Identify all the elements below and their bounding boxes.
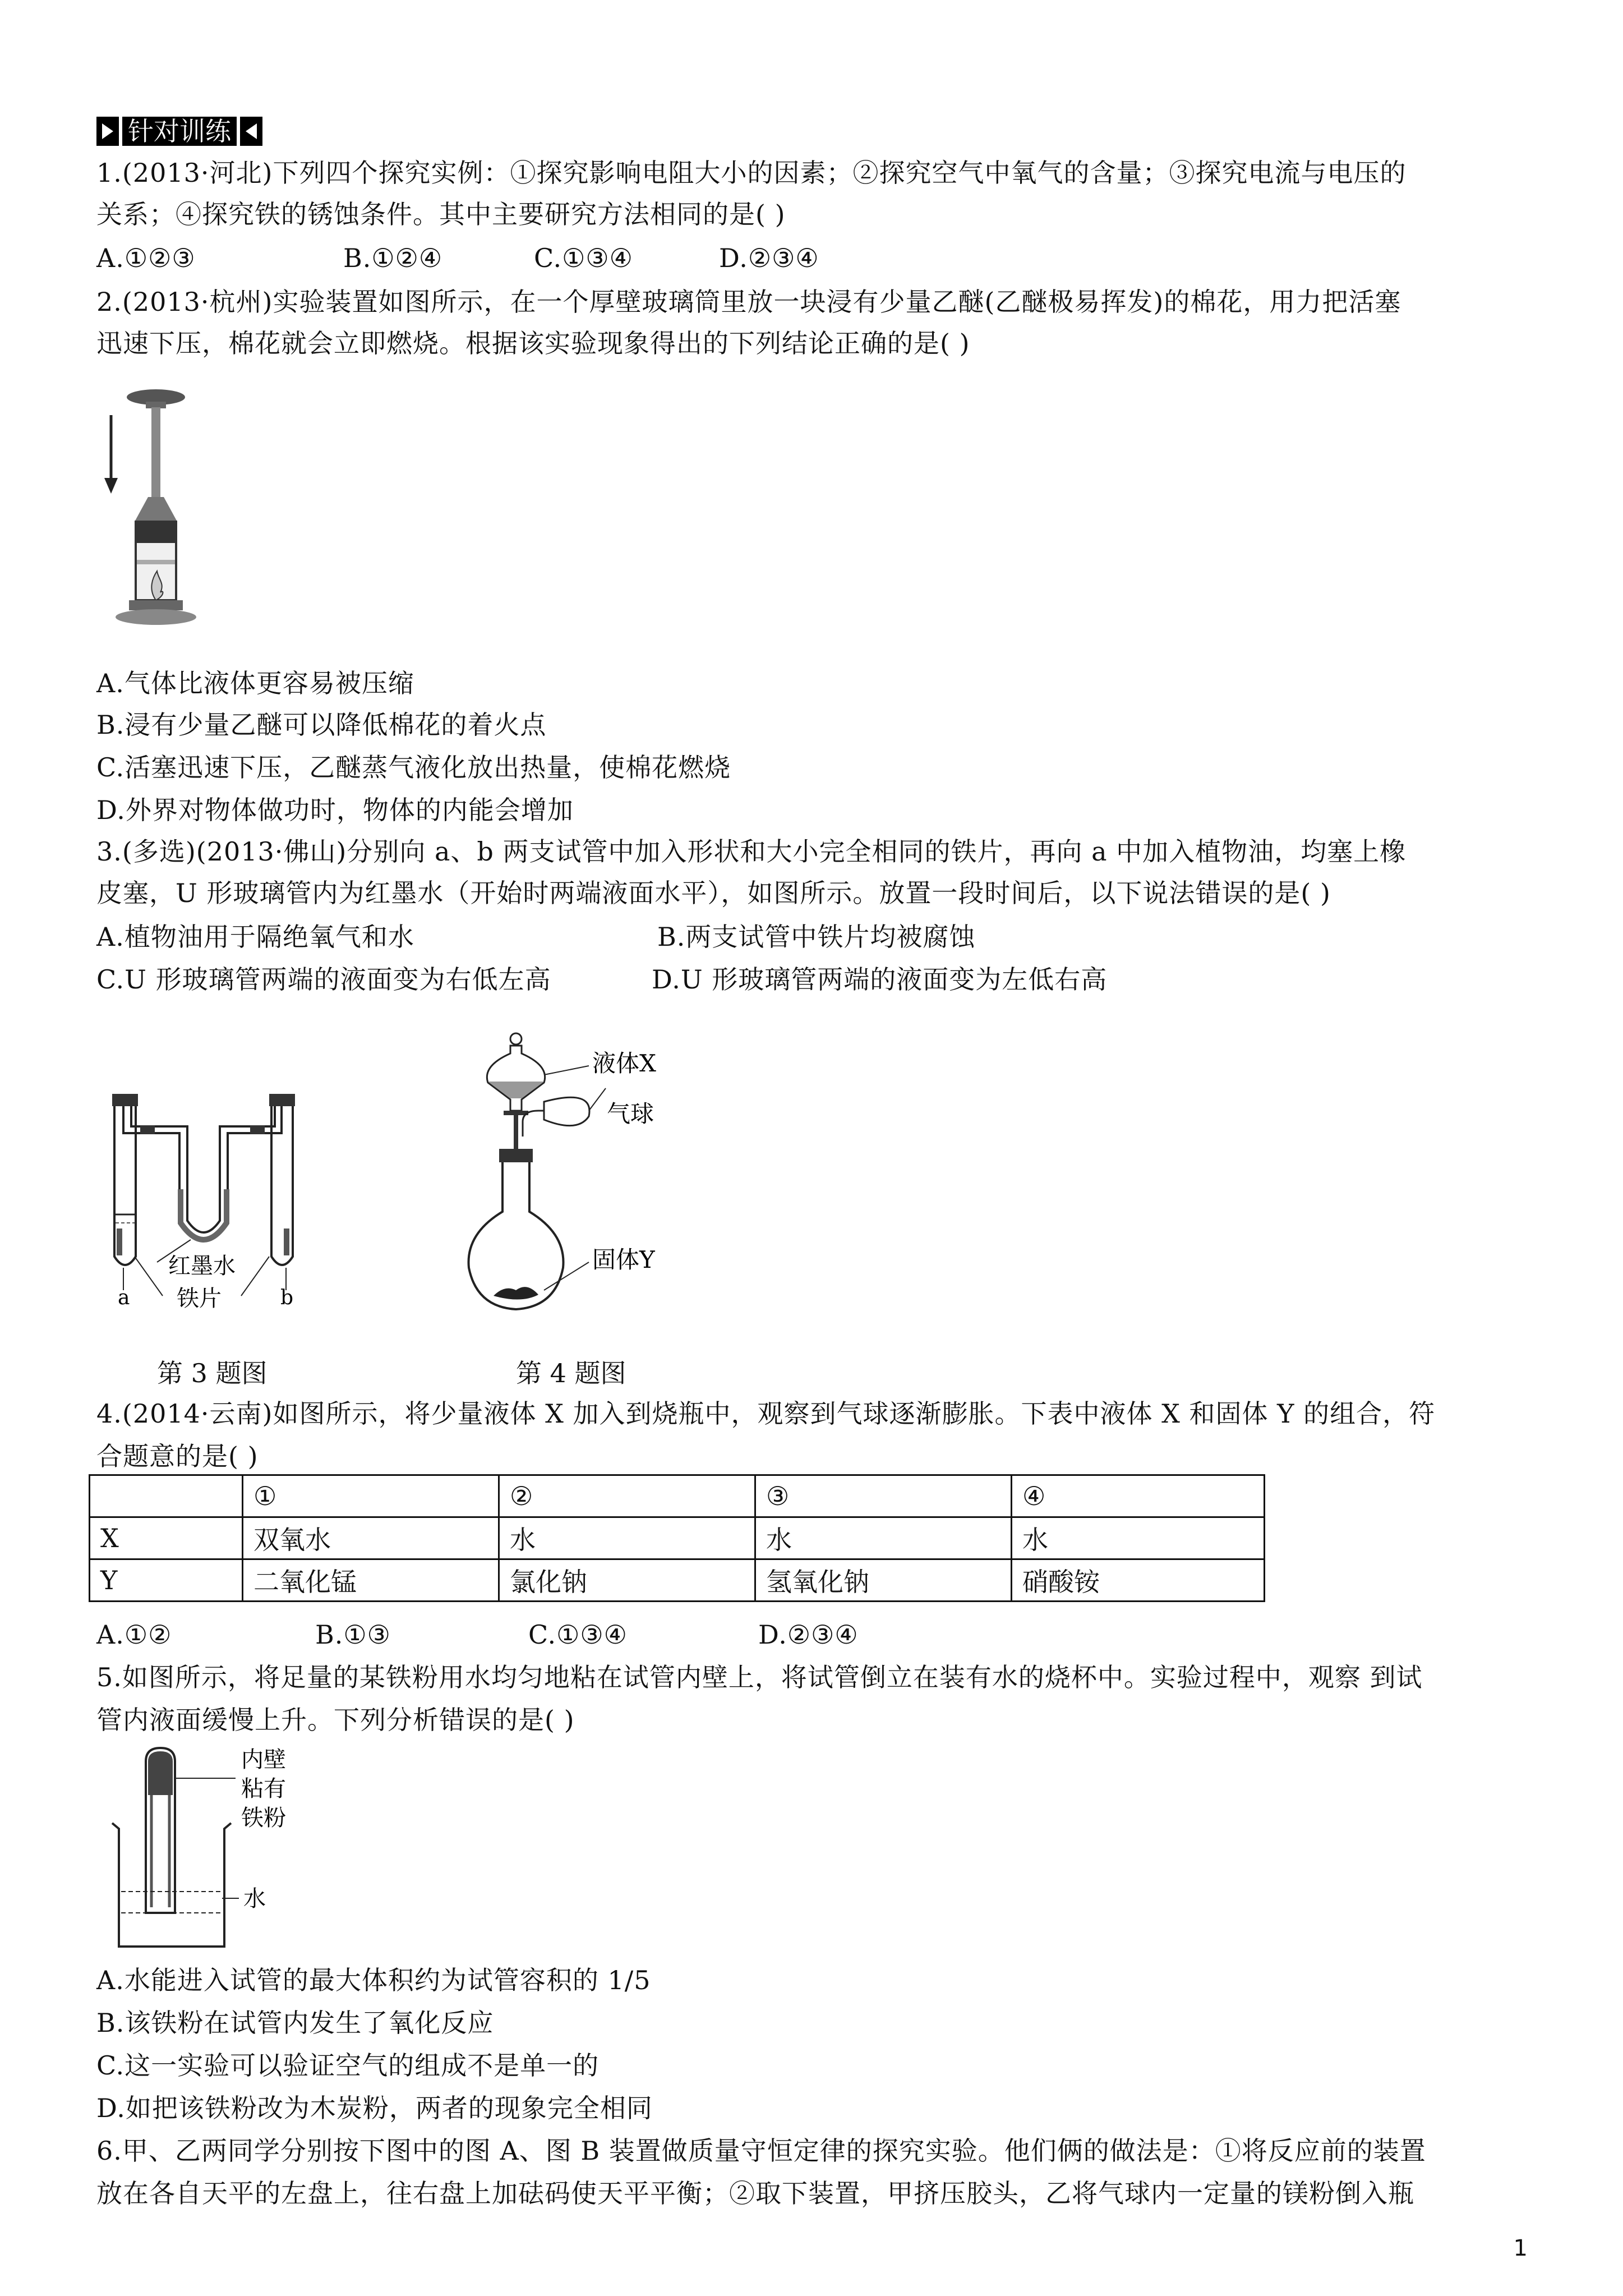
- q2-option-a: A.气体比液体更容易被压缩: [96, 668, 414, 698]
- q4-table-cell: 水: [1012, 1517, 1265, 1559]
- q1-line1: 1.(2013·河北)下列四个探究实例：①探究影响电阻大小的因素；②探究空气中氧气的含量；③探究电流与电压的: [96, 158, 1407, 188]
- q4-table-cell: Y: [90, 1559, 243, 1602]
- play-right-icon: [96, 117, 119, 146]
- q4-table-cell: 氢氧化钠: [755, 1559, 1012, 1602]
- q4-table-header-cell: ②: [499, 1475, 755, 1517]
- q3-line1: 3.(多选)(2013·佛山)分别向 a、b 两支试管中加入形状和大小完全相同的铁片，再向 a 中加入植物油，均塞上橡: [96, 836, 1407, 867]
- q4-table-cell: 水: [755, 1517, 1012, 1559]
- play-left-icon: [240, 117, 262, 146]
- q4-table-cell: X: [90, 1517, 243, 1559]
- q5-option-c: C.这一实验可以验证空气的组成不是单一的: [96, 2050, 600, 2081]
- q4-table: [89, 1474, 1265, 1602]
- q4-label-solid-y: 固体Y: [592, 1246, 655, 1273]
- q4-table-cell: 双氧水: [243, 1517, 499, 1559]
- q4-table-cell: 水: [499, 1517, 755, 1559]
- q3-u-tube-figure: [101, 1088, 348, 1329]
- q5-option-a: A.水能进入试管的最大体积约为试管容积的 1/5: [96, 1965, 651, 1995]
- q4-option-c: C.①③④: [528, 1619, 628, 1650]
- q5-option-d: D.如把该铁粉改为木炭粉，两者的现象完全相同: [96, 2093, 653, 2123]
- q3-option-d: D.U 形玻璃管两端的液面变为左低右高: [652, 964, 1108, 995]
- q4-option-a: A.①②: [96, 1619, 172, 1650]
- q4-label-liquid-x: 液体X: [592, 1050, 656, 1077]
- q4-table-cell: 氯化钠: [499, 1559, 755, 1602]
- q3-figure-caption: 第 3 题图: [157, 1358, 268, 1388]
- q4-option-b: B.①③: [315, 1619, 391, 1650]
- q4-table-header-cell: ④: [1012, 1475, 1265, 1517]
- q5-line2: 管内液面缓慢上升。下列分析错误的是( ): [96, 1705, 575, 1735]
- q4-table-header-row: [90, 1475, 1265, 1517]
- q3-label-b: b: [280, 1286, 294, 1309]
- q1-option-c: C.①③④: [534, 243, 633, 273]
- q5-label-inner-wall: 内壁: [241, 1747, 286, 1773]
- q3-label-a: a: [118, 1286, 130, 1309]
- q2-line2: 迅速下压，棉花就会立即燃烧。根据该实验现象得出的下列结论正确的是( ): [96, 328, 970, 358]
- q3-option-a: A.植物油用于隔绝氧气和水: [96, 922, 414, 952]
- q5-beaker-figure: [107, 1745, 320, 1958]
- q3-label-iron: 铁片: [177, 1286, 222, 1312]
- q3-option-b: B.两支试管中铁片均被腐蚀: [657, 922, 976, 952]
- q3-label-water: 红墨水: [168, 1253, 236, 1279]
- q4-label-balloon: 气球: [607, 1100, 654, 1128]
- section-title: 针对训练: [122, 117, 237, 146]
- q4-line1: 4.(2014·云南)如图所示，将少量液体 X 加入到烧瓶中，观察到气球逐渐膨胀。下表中液体 X 和固体 Y 的组合，符: [96, 1398, 1436, 1429]
- q2-option-c: C.活塞迅速下压，乙醚蒸气液化放出热量，使棉花燃烧: [96, 752, 731, 783]
- q4-table-cell: 二氧化锰: [243, 1559, 499, 1602]
- q5-option-b: B.该铁粉在试管内发生了氧化反应: [96, 2008, 494, 2038]
- q4-table-row: [90, 1559, 1265, 1602]
- q4-table-header-cell: ①: [243, 1475, 499, 1517]
- q1-option-a: A.①②③: [96, 243, 196, 273]
- q5-label-water: 水: [243, 1886, 266, 1912]
- q4-table-header-cell: ③: [755, 1475, 1012, 1517]
- q4-option-d: D.②③④: [758, 1619, 859, 1650]
- q1-line2: 关系；④探究铁的锈蚀条件。其中主要研究方法相同的是( ): [96, 199, 786, 229]
- q4-table-header-cell: [90, 1475, 243, 1517]
- q4-table-cell: 硝酸铵: [1012, 1559, 1265, 1602]
- q1-option-b: B.①②④: [343, 243, 443, 273]
- q6-line1: 6.甲、乙两同学分别按下图中的图 A、图 B 装置做质量守恒定律的探究实验。他们俩的做法是：①将反应前的装置: [96, 2136, 1426, 2166]
- section-tag: [96, 115, 262, 148]
- q4-flask-figure: [460, 1027, 707, 1329]
- q2-piston-cylinder-figure: [101, 381, 202, 645]
- q3-option-c: C.U 形玻璃管两端的液面变为右低左高: [96, 964, 551, 995]
- q5-label-coated: 粘有: [241, 1776, 286, 1802]
- q3-line2: 皮塞，U 形玻璃管内为红墨水（开始时两端液面水平），如图所示。放置一段时间后，以下说法错误的是( ): [96, 878, 1331, 908]
- q5-line1: 5.如图所示，将足量的某铁粉用水均匀地粘在试管内壁上，将试管倒立在装有水的烧杯中。实验过程中，观察 到试: [96, 1662, 1423, 1692]
- q2-line1: 2.(2013·杭州)实验装置如图所示，在一个厚壁玻璃筒里放一块浸有少量乙醚(乙醚极易挥发)的棉花，用力把活塞: [96, 287, 1401, 317]
- q4-line2: 合题意的是( ): [96, 1441, 259, 1471]
- page-number: 1: [1513, 2235, 1528, 2261]
- q6-line2: 放在各自天平的左盘上，往右盘上加砝码使天平平衡；②取下装置，甲挤压胶头，乙将气球内一定量的镁粉倒入瓶: [96, 2178, 1414, 2208]
- q2-option-d: D.外界对物体做功时，物体的内能会增加: [96, 795, 574, 825]
- q5-label-iron-powder: 铁粉: [241, 1805, 286, 1831]
- q1-option-d: D.②③④: [719, 243, 819, 273]
- q4-table-row: [90, 1517, 1265, 1559]
- q4-figure-caption: 第 4 题图: [516, 1358, 626, 1388]
- q2-option-b: B.浸有少量乙醚可以降低棉花的着火点: [96, 710, 547, 740]
